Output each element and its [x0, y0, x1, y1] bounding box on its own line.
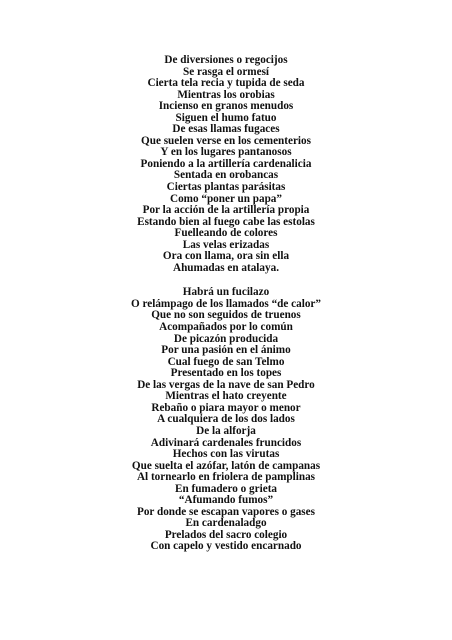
verse-line: Se rasga el ormesí: [182, 65, 270, 78]
verse-line: Mientras los orobias: [177, 88, 275, 101]
verse-line: Las velas erizadas: [182, 238, 270, 251]
verse-line: Que suelta el azófar, latón de campanas: [131, 459, 321, 472]
verse-line: “Afumando fumos”: [178, 494, 274, 507]
verse-line: Por la acción de la artillería propia: [142, 204, 310, 217]
poem-text: [0, 55, 452, 553]
verse-line: A cualquiera de los dos lados: [157, 413, 295, 426]
verse-line: En cardenaladgo: [185, 517, 267, 530]
verse-line: Por una pasión en el ánimo: [161, 344, 291, 357]
verse-line: Prelados del sacro colegio: [164, 528, 288, 541]
verse-line: Que no son seguidos de truenos: [151, 309, 301, 322]
stanza-2: [0, 287, 452, 553]
verse-line: De picazón producida: [173, 332, 279, 345]
verse-line: Al tornearlo en friolera de pamplinas: [136, 471, 316, 484]
verse-line: Estando bien al fuego cabe las estolas: [137, 215, 315, 228]
verse-line: Y en los lugares pantanosos: [160, 146, 292, 159]
stanza-1: [0, 55, 452, 274]
verse-line: Hechos con las virutas: [172, 448, 280, 461]
verse-line: O relámpago de los llamados “de calor”: [131, 297, 321, 310]
verse-line: Mientras el hato creyente: [165, 390, 287, 403]
verse-line: Que suelen verse en los cementerios: [141, 134, 311, 147]
verse-line: De diversiones o regocijos: [164, 54, 288, 66]
verse-line: Como “poner un papa”: [169, 192, 282, 205]
verse-line: Ora con llama, ora sin ella: [162, 250, 290, 263]
verse-line: De la alforja: [196, 424, 256, 437]
verse-line: De las vergas de la nave de san Pedro: [137, 378, 315, 391]
verse-line: Fuelleando de colores: [174, 227, 278, 240]
verse-line: Ciertas plantas parásitas: [166, 181, 286, 194]
verse-line: Acompañados por lo común: [159, 321, 293, 334]
verse-line: Rebaño o piara mayor o menor: [151, 401, 301, 414]
verse-line: Por donde se escapan vapores o gases: [137, 505, 315, 518]
verse-line: De esas llamas fugaces: [172, 123, 280, 136]
verse-line: Sentada en orobancas: [173, 169, 279, 182]
verse-line: Cual fuego de san Telmo: [167, 355, 285, 368]
verse-line: En fumadero o grieta: [174, 482, 278, 495]
verse-line: Siguen el humo fatuo: [175, 111, 277, 124]
verse-line: Adivinará cardenales fruncidos: [150, 436, 302, 449]
verse-line: Habrá un fucilazo: [182, 286, 270, 299]
verse-line: Ahumadas en atalaya.: [173, 261, 279, 274]
verse-line: Con capelo y vestido encarnado: [150, 540, 302, 553]
verse-line: Incienso en granos menudos: [158, 100, 294, 113]
verse-line: Cierta tela recia y tupida de seda: [147, 77, 305, 90]
verse-line: Poniendo a la artillería cardenalicia: [140, 157, 312, 170]
verse-line: Presentado en los topes: [170, 367, 282, 380]
